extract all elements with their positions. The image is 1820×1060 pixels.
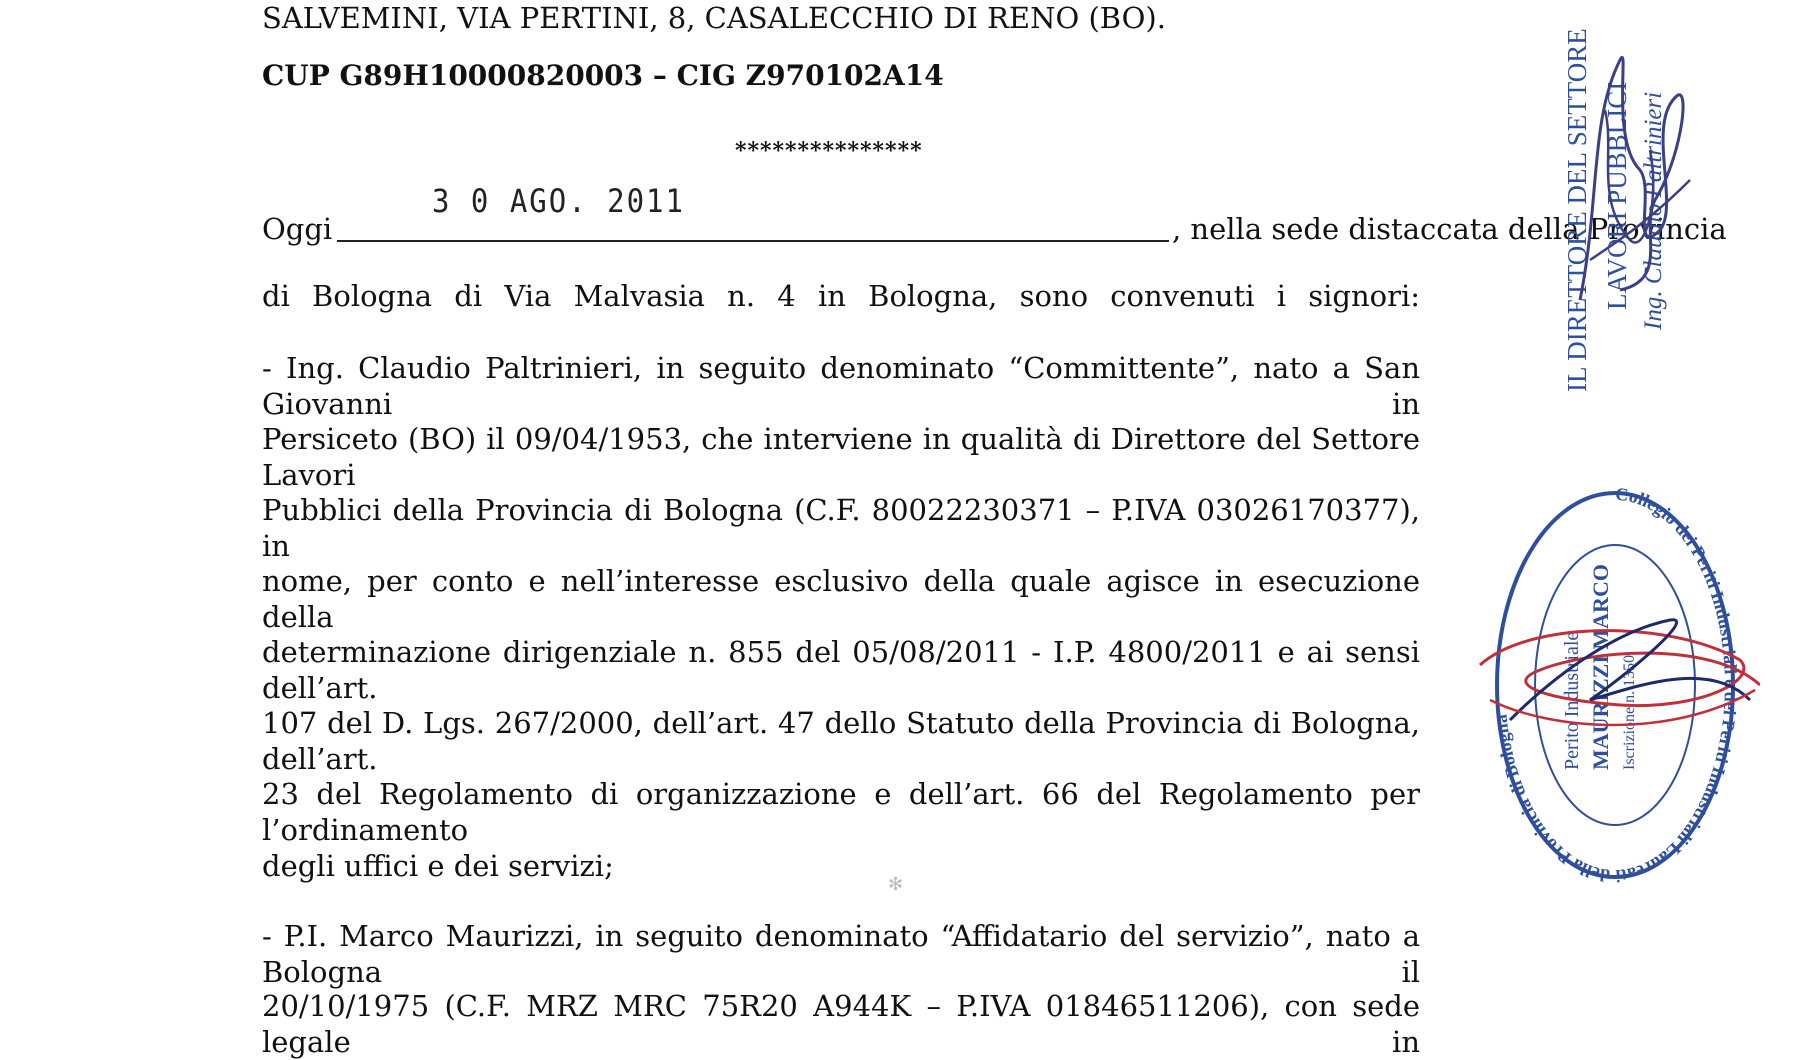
director-stamp-line1: IL DIRETTORE DEL SETTORE (1562, 28, 1592, 392)
body-line: - P.I. Marco Maurizzi, in seguito denominato “Affidatario del servizio”, nato a Bologna il (262, 919, 1420, 989)
date-blank-line (337, 240, 1169, 242)
cup-cig-line: CUP G89H10000820003 – CIG Z970102A14 (262, 59, 944, 92)
oggi-rest-text: , nella sede distaccata della Provincia (1172, 212, 1727, 246)
director-stamp-line2: LAVORI PUBBLICI (1602, 81, 1632, 310)
body-line: - Ing. Claudio Paltrinieri, in seguito denominato “Committente”, nato a San Giovanni in (262, 351, 1420, 421)
professional-seal (1470, 470, 1760, 890)
oggi-label: Oggi (262, 212, 333, 246)
header-address-line: SALVEMINI, VIA PERTINI, 8, CASALECCHIO DI RENO (BO). (262, 1, 1166, 35)
body-line: 107 del D. Lgs. 267/2000, dell’art. 47 dello Statuto della Provincia di Bologna, dell’art. (262, 706, 1420, 776)
seal-inner-line3: Iscrizione n. 1350 (1621, 654, 1638, 770)
body-line-partial: 20/10/1975 (C.F. MRZ MRC 75R20 A944K – P.IVA 01846511206), con sede legale in (262, 989, 1420, 1059)
director-stamp-line3: Ing. Claudio Paltrinieri (1640, 91, 1667, 330)
body-line: determinazione dirigenziale n. 855 del 05/08/2011 - I.P. 4800/2011 e ai sensi dell’art. (262, 635, 1420, 705)
date-stamp: 3 0 AGO. 2011 (432, 182, 685, 220)
oggi-row (262, 210, 1727, 250)
seal-outer-text: Collegio dei Periti Industriali e dei Periti Industriali Laureati della Provincia di Bologna (1490, 483, 1741, 887)
body-line: Pubblici della Provincia di Bologna (C.F. 80022230371 – P.IVA 03026170377), in (262, 493, 1420, 563)
body-line: degli uffici e dei servizi; (262, 849, 614, 883)
seal-inner-line2: MAURIZZI MARCO (1588, 564, 1613, 770)
body-line: 23 del Regolamento di organizzazione e dell’art. 66 del Regolamento per l’ordinamento (262, 777, 1420, 847)
scan-speck: ✻ (888, 874, 904, 895)
seal-graphic (1470, 470, 1760, 890)
body-line: Persiceto (BO) il 09/04/1953, che interviene in qualità di Direttore del Settore Lavori (262, 422, 1420, 492)
separator-stars: *************** (735, 138, 923, 164)
director-signature (1560, 0, 1700, 400)
seal-inner-line1: Perito Industriale (1561, 631, 1583, 770)
body-line: nome, per conto e nell’interesse esclusivo della quale agisce in esecuzione della (262, 564, 1420, 634)
director-stamp (1560, 0, 1700, 400)
body-line: di Bologna di Via Malvasia n. 4 in Bologna, sono convenuti i signori: (262, 279, 1420, 313)
